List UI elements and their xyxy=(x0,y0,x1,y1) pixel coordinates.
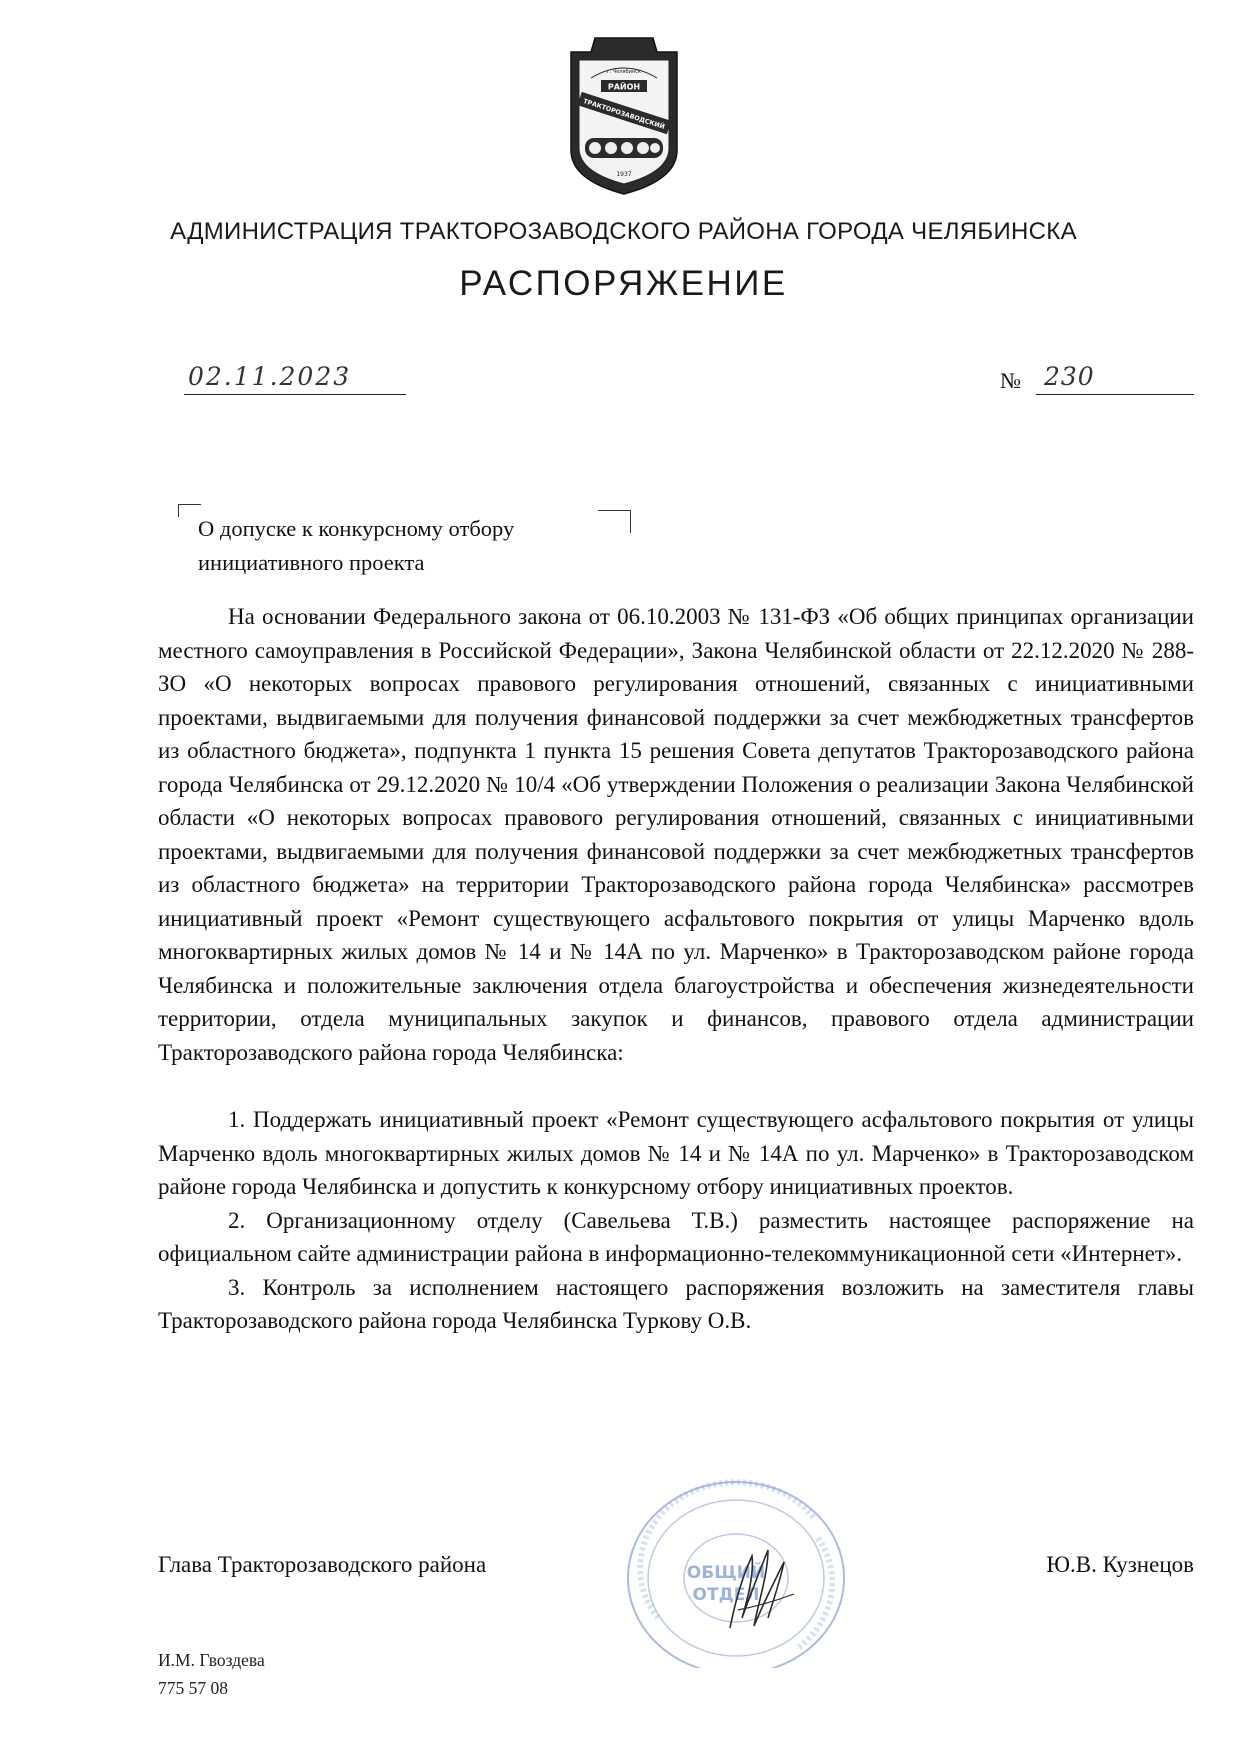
emblem-ribbon-text: ТРАКТОРОЗАВОДСКИЙ xyxy=(582,97,666,131)
signature-block xyxy=(158,1552,1194,1592)
document-number-field xyxy=(1036,362,1194,395)
document-date-field xyxy=(184,362,406,395)
document-body xyxy=(158,600,1194,1338)
signatory-name: Ю.В. Кузнецов xyxy=(1046,1552,1194,1577)
order-item-1: 1. Поддержать инициативный проект «Ремонт существующего асфальтового покрытия от улицы Марченко вдоль многоквартирных жилых домов № 14 и № 14А по ул. Марченко» в Тракторозаводском районе города Челябинска и допустить к конкурсному отбору инициативных проектов. xyxy=(158,1107,1194,1199)
emblem-year-text: 1937 xyxy=(616,171,632,178)
signatory-title: Глава Тракторозаводского района xyxy=(158,1552,487,1577)
document-date: 02.11.2023 xyxy=(188,362,352,391)
document-type-title: РАСПОРЯЖЕНИЕ xyxy=(459,264,788,303)
subject-line-1: О допуске к конкурсному отбору xyxy=(198,516,515,541)
order-item-3: 3. Контроль за исполнением настоящего распоряжения возложить на заместителя главы Тракторозаводского района города Челябинска Туркову О.В. xyxy=(158,1274,1194,1333)
seal-center-line-2: ОТДЕЛ xyxy=(692,1585,760,1605)
order-item-2: 2. Организационному отделу (Савельева Т.В.) разместить настоящее распоряжение на официальном сайте администрации района в информационно-телекоммуникационной сети «Интернет». xyxy=(158,1207,1194,1266)
executor-info xyxy=(158,1646,265,1702)
seal-center-line-1: ОБЩИЙ xyxy=(686,1563,766,1583)
preamble-paragraph: На основании Федерального закона от 06.10.2003 № 131-ФЗ «Об общих принципах организации местного самоуправления в Российской Федерации», Закона Челябинской области от 22.12.2020 № 288-ЗО «О некоторых вопросах правового регулирования отношений, связанных с инициативными проектами, выдвигаемыми для получения финансовой поддержки за счет межбюджетных трансфертов из областного бюджета», подпункта 1 пункта 15 решения Совета депутатов Тракторозаводского района города Челябинска от 29.12.2020 № 10/4 «Об утверждении Положения о реализации Закона Челябинской области «О некоторых вопросах правового регулирования отношений, связанных с инициативными проектами, выдвигаемыми для получения финансовой поддержки за счет межбюджетных трансфертов из областного бюджета» на территории Тракторозаводского района города Челябинска» рассмотрев инициативный проект «Ремонт существующего асфальтового покрытия от улицы Марченко вдоль многоквартирных жилых домов № 14 и № 14А по ул. Марченко» в Тракторозаводском районе города Челябинска и положительные заключения отдела благоустройства и обеспечения жизнедеятельности территории, отдела муниципальных закупок и финансов, правового отдела администрации Тракторозаводского района города Челябинска: xyxy=(158,604,1194,1065)
document-subject xyxy=(198,512,618,580)
emblem-banner-text: РАЙОН xyxy=(607,82,641,92)
organization-name: АДМИНИСТРАЦИЯ ТРАКТОРОЗАВОДСКОГО РАЙОНА ГОРОДА ЧЕЛЯБИНСКА xyxy=(170,218,1077,245)
executor-phone: 775 57 08 xyxy=(158,1678,228,1698)
document-number-label: № xyxy=(1000,368,1021,393)
document-number: 230 xyxy=(1044,362,1095,391)
executor-name: И.М. Гвоздева xyxy=(158,1650,265,1670)
district-coat-of-arms-icon xyxy=(565,30,683,198)
subject-line-2: инициативного проекта xyxy=(198,550,425,575)
emblem-top-text: г. Челябинск xyxy=(607,69,641,75)
